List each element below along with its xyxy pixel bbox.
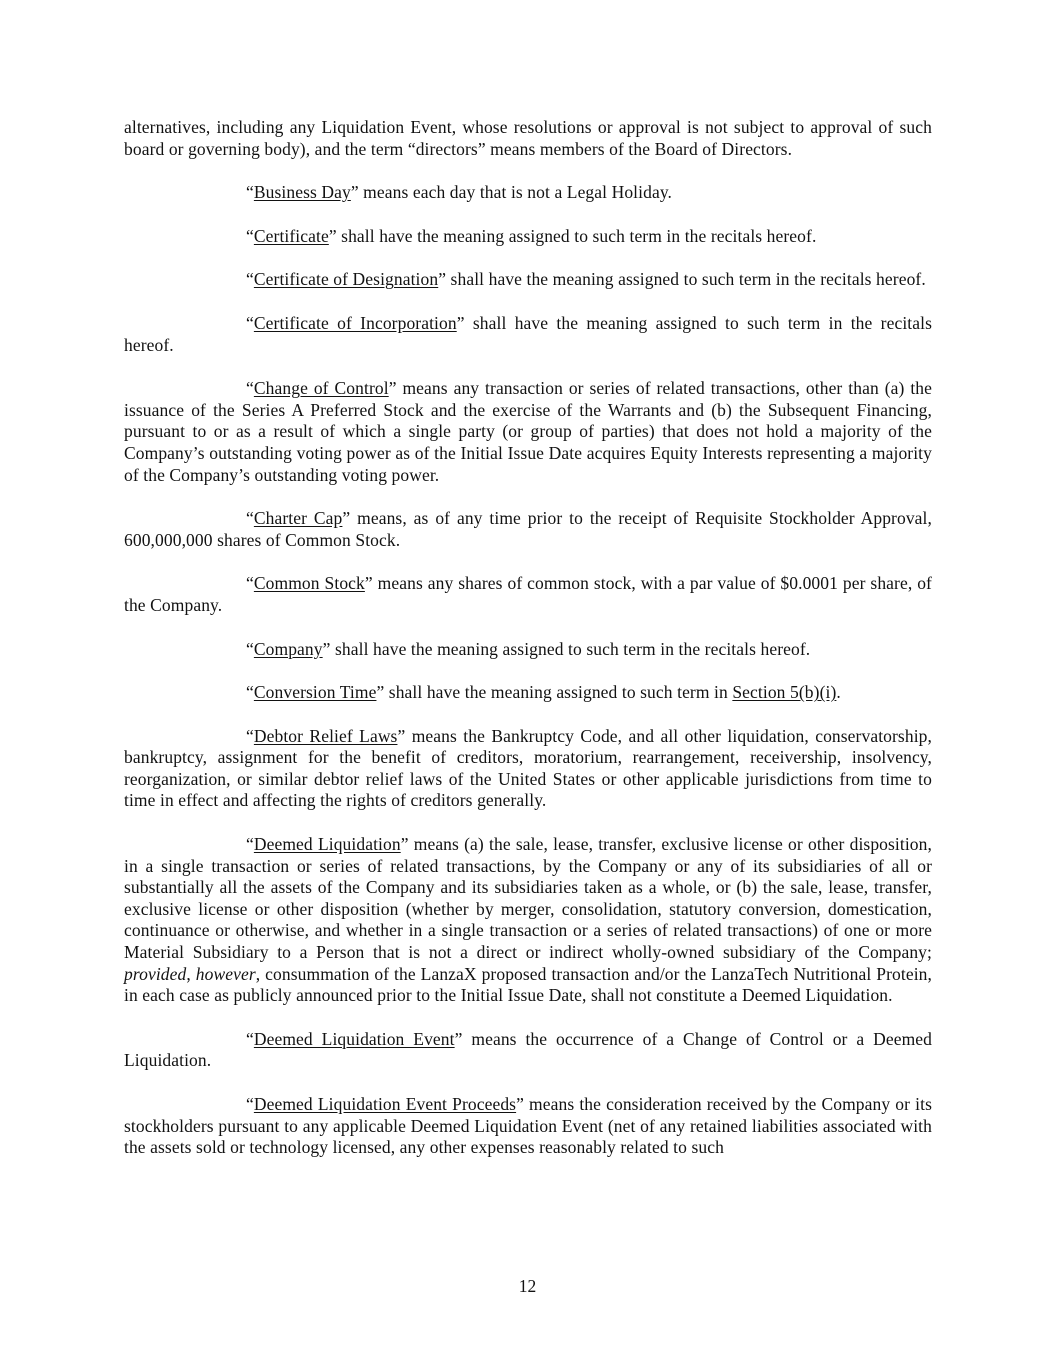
text-run: ” means the Bankruptcy Code, and all other liquidation, conservatorship, bankruptcy, assignment for the benefit of creditors, moratorium, rearrangement, receivership, insolvency, reorganization, or similar debtor relief laws of the United States or other applicable jurisdictions from time to time in effect and affecting the rights of creditors generally.	[124, 725, 932, 811]
paragraph	[124, 226, 932, 248]
text-run: ” shall have the meaning assigned to such term in the recitals hereof.	[438, 269, 926, 290]
text-run: ” shall have the meaning assigned to such term in	[376, 682, 733, 703]
paragraph	[124, 639, 932, 661]
defined-term: Deemed Liquidation	[253, 834, 401, 855]
text-run: ” means the consideration received by the Company or its stockholders pursuant to any applicable Deemed Liquidation Event (net of any retained liabilities associated with the assets sold or technology licensed, any other expenses reasonably related to such	[124, 1094, 932, 1158]
text-run: ” shall have the meaning assigned to such term in the recitals hereof.	[124, 312, 932, 355]
text-run: alternatives, including any Liquidation Event, whose resolutions or approval is not subject to approval of such board or governing body), and the term “directors” means members of the Board of Directors.	[124, 117, 932, 159]
text-run: ” means any shares of common stock, with a par value of $0.0001 per share, of the Company.	[124, 573, 932, 615]
text-run: “	[246, 508, 254, 529]
text-run: however	[195, 963, 256, 984]
text-run: “	[246, 312, 254, 333]
page-number: 12	[518, 1276, 537, 1296]
paragraph	[124, 508, 932, 551]
paragraph	[124, 313, 932, 356]
defined-term: Debtor Relief Laws	[253, 725, 398, 746]
text-run: “	[246, 682, 254, 703]
defined-term: Company	[253, 638, 323, 659]
defined-term: Common Stock	[253, 573, 365, 594]
paragraph	[124, 1094, 932, 1159]
text-run: ” means each day that is not a Legal Holiday.	[350, 182, 673, 203]
text-run: “	[246, 378, 254, 399]
text-run: provided	[124, 963, 187, 984]
text-run: “	[246, 182, 254, 203]
defined-term: Section 5(b)(i)	[732, 682, 837, 703]
paragraph	[124, 1029, 932, 1072]
defined-term: Conversion Time	[253, 682, 377, 703]
defined-term: Business Day	[253, 182, 351, 203]
defined-term: Deemed Liquidation Event Proceeds	[253, 1094, 517, 1114]
paragraph	[124, 682, 932, 704]
paragraph	[124, 117, 932, 160]
paragraph	[124, 269, 932, 291]
defined-term: Certificate	[253, 225, 329, 246]
text-run: “	[246, 225, 254, 246]
defined-term: Charter Cap	[253, 508, 343, 529]
text-run: ,	[186, 963, 196, 984]
document-body	[124, 117, 932, 1181]
text-run: “	[246, 1094, 254, 1114]
text-run: .	[836, 682, 841, 703]
text-run: “	[246, 725, 254, 746]
text-run: ” means, as of any time prior to the receipt of Requisite Stockholder Approval, 600,000,000 shares of Common Stock.	[124, 508, 932, 550]
text-run: ” means the occurrence of a Change of Control or a Deemed Liquidation.	[124, 1028, 933, 1071]
paragraph	[124, 182, 932, 204]
paragraph	[124, 573, 932, 616]
text-run: “	[246, 573, 254, 594]
paragraph	[124, 726, 932, 812]
defined-term: Certificate of Incorporation	[253, 312, 457, 333]
paragraph	[124, 834, 932, 1007]
defined-term: Change of Control	[253, 378, 389, 399]
defined-term: Deemed Liquidation Event	[253, 1028, 455, 1049]
text-run: , consummation of the LanzaX proposed transaction and/or the LanzaTech Nutritional Protein, in each case as publicly announced prior to the Initial Issue Date, shall not constitute a Deemed Liquidation.	[124, 963, 932, 1006]
defined-term: Certificate of Designation	[253, 269, 439, 290]
text-run: “	[246, 1028, 254, 1049]
text-run: “	[246, 269, 254, 290]
text-run: ” shall have the meaning assigned to such term in the recitals hereof.	[328, 225, 817, 246]
text-run: “	[246, 834, 254, 855]
text-run: “	[246, 638, 254, 659]
text-run: ” means (a) the sale, lease, transfer, exclusive license or other disposition, in a single transaction or series of related transactions, by the Company or any of its subsidiaries of all or substantially all the assets of the Company and its subsidiaries taken as a whole, or (b) the sale, lease, transfer, exclusive license or other disposition (whether by merger, consolidation, statutory conversion, domestication, continuance or otherwise, and whether in a single transaction or a series of related transactions) of one or more Material Subsidiary to a Person that is not a direct or indirect wholly-owned subsidiary of the Company;	[124, 834, 932, 963]
paragraph	[124, 378, 932, 486]
text-run: ” shall have the meaning assigned to such term in the recitals hereof.	[322, 638, 811, 659]
text-run: ” means any transaction or series of related transactions, other than (a) the issuance of the Series A Preferred Stock and the exercise of the Warrants and (b) the Subsequent Financing, pursuant to or as a result of which a single party (or group of parties) that does not hold a majority of the Company’s outstanding voting power as of the Initial Issue Date acquires Equity Interests representing a majority of the Company’s outstanding voting power.	[124, 378, 933, 485]
